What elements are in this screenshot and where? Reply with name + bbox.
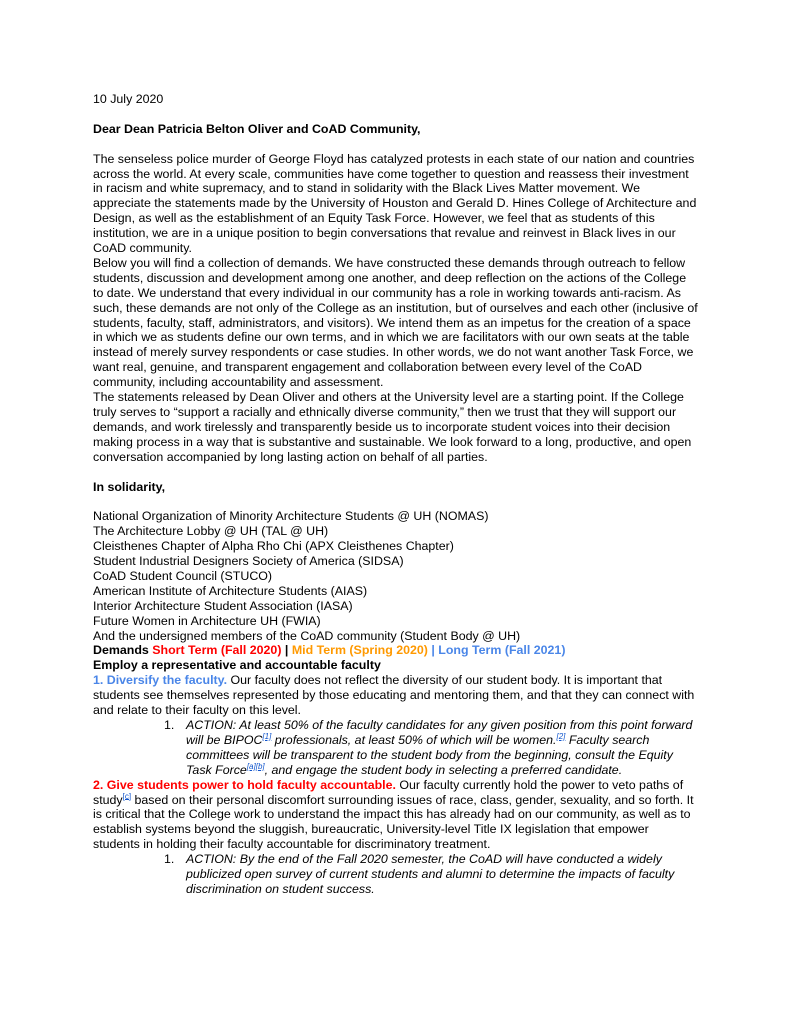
demand-1-action xyxy=(164,718,699,778)
demand-2-title: 2. Give students power to hold faculty accountable. xyxy=(93,777,396,792)
paragraph: The statements released by Dean Oliver and others at the University level are a starting point. If the College truly serves to “support a racially and ethnically diverse community,” then we trust that they will support our demands, and work tirelessly and transparently beside us to incorporate student voices into their decision making process in a way that is substantive and sustainable. We look forward to a long, productive, and open conversation accompanied by long lasting action on behalf of all parties. xyxy=(93,390,692,464)
closing: In solidarity, xyxy=(93,479,166,494)
footnote-link[interactable]: [1] xyxy=(262,731,272,741)
legend-short-term: Short Term (Fall 2020) xyxy=(152,643,282,658)
action-text: Faculty search committees will be transparent to the student body from the beginning, consult the Equity Task Force xyxy=(186,732,673,777)
action-number: 1. xyxy=(164,852,175,867)
signatory: Future Women in Architecture UH (FWIA) xyxy=(93,613,321,628)
signatory: American Institute of Architecture Students (AIAS) xyxy=(93,583,368,598)
letter-date: 10 July 2020 xyxy=(93,92,164,106)
demand-1-body: Our faculty does not reflect the diversity of our student body. It is important that students see themselves represented by those educating and mentoring them, and that they can connect with and relate to their faculty on this level. xyxy=(93,673,695,718)
legend-long-term: Long Term (Fall 2021) xyxy=(438,643,566,658)
signatory: The Architecture Lobby @ UH (TAL @ UH) xyxy=(93,524,329,539)
demand-2-action xyxy=(164,852,699,897)
demand-1 xyxy=(93,673,699,718)
section-heading: Employ a representative and accountable faculty xyxy=(93,658,381,673)
demand-1-title: 1. Diversify the faculty. xyxy=(93,673,228,688)
paragraph: The senseless police murder of George Floyd has catalyzed protests in each state of our nation and countries across the world. At every scale, communities have come together to question and reassess their investment in racism and white supremacy, and to stand in solidarity with the Black Lives Matter movement. We appreciate the statements made by the University of Houston and Gerald D. Hines College of Architecture and Design, as well as the establishment of an Equity Task Force. However, we feel that as students of this institution, we are in a unique position to begin conversations that revalue and reinvest in Black lives in our CoAD community. xyxy=(93,151,697,256)
legend-mid-term: Mid Term (Spring 2020) xyxy=(291,643,428,658)
signatory-list xyxy=(93,509,699,643)
signatory: Cleisthenes Chapter of Alpha Rho Chi (APX Cleisthenes Chapter) xyxy=(93,539,454,554)
comment-link[interactable]: [c] xyxy=(122,791,132,801)
signatory: And the undersigned members of the CoAD community (Student Body @ UH) xyxy=(93,628,521,643)
paragraph: Below you will find a collection of demands. We have constructed these demands through outreach to fellow students, discussion and development among one another, and deep reflection on the actions of the College to date. We understand that every individual in our community has a role in working towards anti-racism. As such, these demands are not only of the College as an institution, but of ourselves and each other (inclusive of students, faculty, staff, administrators, and visitors). We intend them as an impetus for the creation of a space in which we as students define our own terms, and in which we are facilitators with our own seats at the table instead of merely survey respondents or case studies. In other words, we do not want another Task Force, we want real, genuine, and transparent engagement and collaboration between every level of the CoAD community, including accountability and assessment. xyxy=(93,255,698,390)
demand-2-body: Our faculty currently hold the power to veto paths of study xyxy=(93,777,684,807)
salutation: Dear Dean Patricia Belton Oliver and CoAD Community, xyxy=(93,121,421,136)
signatory: Student Industrial Designers Society of America (SIDSA) xyxy=(93,554,404,569)
legend-separator: | xyxy=(284,643,289,658)
demand-2 xyxy=(93,778,699,853)
action-text: , and engage the student body in selecting a preferred candidate. xyxy=(264,762,623,777)
signatory: CoAD Student Council (STUCO) xyxy=(93,568,273,583)
action-text: ACTION: By the end of the Fall 2020 semester, the CoAD will have conducted a widely publicized open survey of current students and alumni to determine the impacts of faculty discrimination on student success. xyxy=(186,852,675,896)
footnote-link[interactable]: [2] xyxy=(556,731,566,741)
action-number: 1. xyxy=(164,718,175,732)
legend-separator: | xyxy=(431,643,435,658)
demands-legend xyxy=(93,643,699,658)
comment-link[interactable]: [a][b] xyxy=(246,761,265,771)
action-text: ACTION: At least 50% of the faculty candidates for any given position from this point forward will be BIPOC xyxy=(186,718,693,747)
action-text: professionals, at least 50% of which will be women. xyxy=(271,732,557,747)
legend-label: Demands xyxy=(93,643,149,658)
signatory: National Organization of Minority Architecture Students @ UH (NOMAS) xyxy=(93,509,489,524)
demand-2-body: based on their personal discomfort surrounding issues of race, class, gender, sexuality, and so forth. It is critical that the College work to understand the impact this has already had on our community, as well as to establish systems beyond the sluggish, bureaucratic, University-level Title IX legislation that empower students in holding their faculty accountable for discriminatory treatment. xyxy=(93,792,694,852)
letter xyxy=(93,92,699,897)
signatory: Interior Architecture Student Association (IASA) xyxy=(93,598,353,613)
